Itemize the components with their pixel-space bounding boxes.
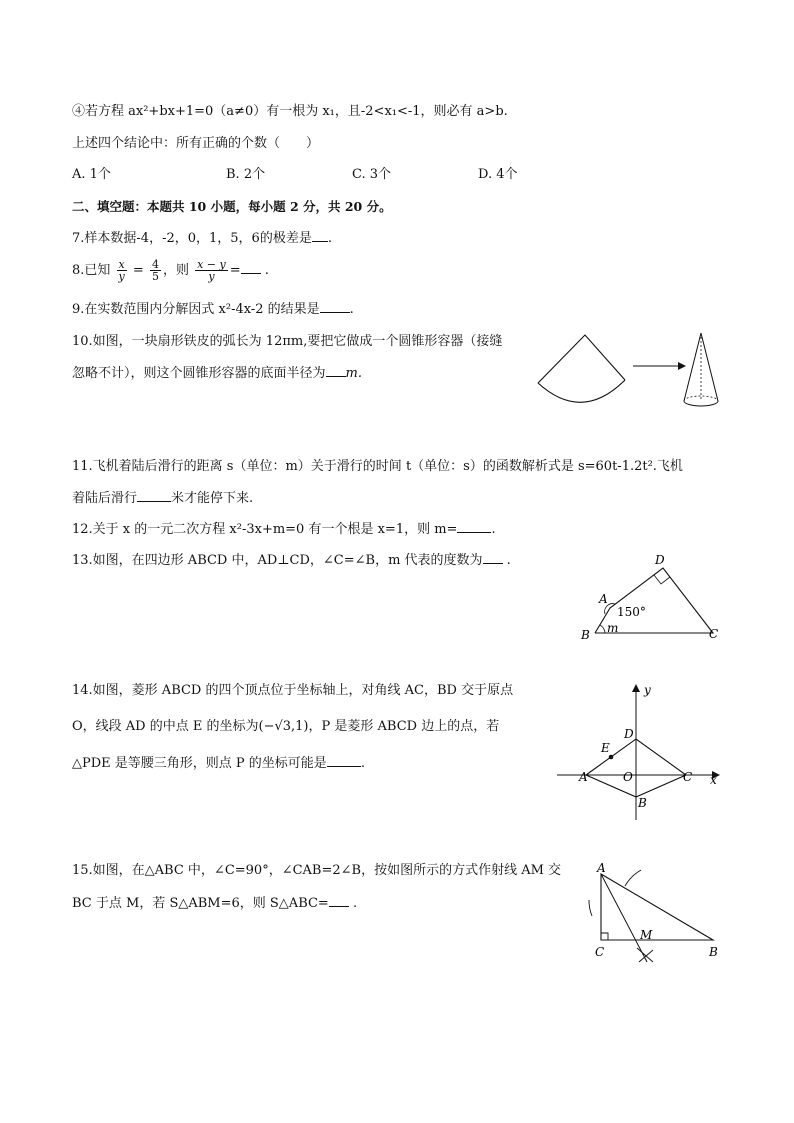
q13: 13.如图，在四边形 ABCD 中，AD⊥CD，∠C=∠B，m 代表的度数为 . [72, 553, 511, 568]
cone-base-front [684, 401, 718, 406]
q11-line-2 [72, 489, 253, 508]
label-o: O [623, 770, 633, 784]
q9: 9.在实数范围内分解因式 x²-4x-2 的结果是 . [72, 302, 354, 317]
q14-line-2-prefix: O，线段 AD 的中点 E 的坐标为 [72, 719, 259, 734]
q15-answer-blank[interactable] [329, 894, 349, 907]
q12-text: 12.关于 x 的一元二次方程 x²-3x+m=0 有一个根是 x=1，则 m= [72, 522, 458, 537]
q6-option-b: B. 2个 [226, 167, 266, 182]
label-m: M [640, 928, 653, 942]
q11-line-1: 11.飞机着陆后滑行的距离 s（单位：m）关于滑行的时间 t（单位：s）的函数解析式是 s=60t-1.2t².飞机 [72, 459, 683, 474]
cone-left-side [684, 333, 701, 401]
label-m: m [607, 621, 619, 635]
y-axis-arrow-icon [632, 684, 640, 692]
q7-text: 7.样本数据-4，-2，0，1，5，6的极差是 [72, 231, 312, 246]
q7: 7.样本数据-4，-2，0，1，5，6的极差是 . [72, 231, 332, 246]
q9-answer-blank[interactable] [320, 300, 350, 313]
q6-option-d: D. 4个 [478, 167, 518, 182]
q8-fraction-x-over-y: $\frac{x}{y}$ [118, 258, 125, 283]
label-b: B [709, 945, 718, 959]
q10-line-1: 10.如图，一块扇形铁皮的弧长为 12πm,要把它做成一个圆锥形容器（接缝 [72, 334, 503, 349]
q8-pre: 8.已知 [72, 263, 111, 278]
q6-statement-4: ④若方程 ax²+bx+1=0（a≠0）有一根为 x₁，且-2<x₁<-1，则必有 a>b. [72, 104, 508, 119]
q13-answer-blank[interactable] [483, 551, 503, 564]
cone-right-side [701, 333, 718, 401]
label-b: B [581, 628, 590, 642]
q8: 8.已知 $\frac{x}{y}$ = $\frac{4}{5}$ ，则 $\frac{x - y}{y}$ = . [72, 258, 269, 283]
right-angle-mark-c [601, 933, 608, 940]
q14-answer-blank[interactable] [327, 754, 361, 767]
q8-fraction-4-over-5: $\frac{4}{5}$ [151, 258, 159, 283]
label-a: A [599, 592, 608, 606]
right-angle-mark [654, 575, 670, 584]
q15-line-2: BC 于点 M，若 S△ABM=6，则 S△ABC= . [72, 896, 358, 911]
q15-triangle-figure [585, 858, 725, 970]
q13-quadrilateral-figure [575, 548, 725, 648]
sector-sides [538, 335, 625, 383]
q10-line-2 [72, 364, 362, 383]
q14-line-1: 14.如图，菱形 ABCD 的四个顶点位于坐标轴上，对角线 AC，BD 交于原点 [72, 683, 514, 698]
angle-arc-b [600, 625, 605, 633]
label-c: C [683, 770, 693, 784]
q12-answer-blank[interactable] [457, 520, 491, 533]
construction-arc-left [589, 900, 592, 916]
q10-unit: m. [345, 366, 362, 381]
q9-text: 9.在实数范围内分解因式 x²-4x-2 的结果是 [72, 302, 320, 317]
q11-line-2-suffix: 米才能停下来. [171, 491, 254, 506]
q14-line-3-text: △PDE 是等腰三角形，则点 P 的坐标可能是 [72, 756, 327, 771]
q6-prompt: 上述四个结论中：所有正确的个数（ ） [72, 136, 320, 151]
label-c: C [595, 945, 605, 959]
q11-line-2-prefix: 着陆后滑行 [72, 491, 138, 506]
label-b: B [638, 796, 647, 810]
q8-equals: = [132, 263, 144, 278]
q8-answer-blank[interactable] [241, 261, 261, 274]
q15-line-2-text: BC 于点 M，若 S△ABM=6，则 S△ABC= [72, 896, 329, 911]
q8-post: = [229, 263, 241, 278]
label-y: y [644, 683, 651, 697]
label-e: E [601, 741, 610, 755]
q14-coord-e: (−√3,1) [258, 719, 309, 734]
label-x: x [710, 773, 717, 787]
label-d: D [624, 727, 634, 741]
q13-text: 13.如图，在四边形 ABCD 中，AD⊥CD，∠C=∠B，m 代表的度数为 [72, 553, 483, 568]
q14-line-2-suffix: ，P 是菱形 ABCD 边上的点，若 [308, 719, 500, 734]
q12: 12.关于 x 的一元二次方程 x²-3x+m=0 有一个根是 x=1，则 m= . [72, 522, 496, 537]
q10-line-2-text: 忽略不计），则这个圆锥形容器的底面半径为 [72, 366, 326, 381]
q15-line-1: 15.如图，在△ABC 中，∠C=90°，∠CAB=2∠B，按如图所示的方式作射线 AM 交 [72, 863, 562, 878]
q8-fraction-x-minus-y-over-y: $\frac{x - y}{y}$ [197, 258, 226, 283]
q10-answer-blank[interactable] [326, 364, 346, 377]
section-2-title: 二、填空题：本题共 10 小题，每小题 2 分，共 20 分。 [72, 199, 392, 214]
q14-line-2 [72, 718, 499, 736]
label-d: D [655, 553, 665, 567]
arrow-head-icon [678, 362, 686, 370]
q6-option-a: A. 1个 [72, 167, 111, 182]
q11-answer-blank[interactable] [137, 489, 171, 502]
label-a: A [597, 861, 606, 875]
q6-option-c: C. 3个 [352, 167, 392, 182]
q10-sector-cone-figure [530, 325, 730, 420]
label-c: C [709, 627, 719, 641]
point-e [609, 755, 614, 760]
q8-mid: ，则 [162, 263, 189, 278]
sector-arc [538, 380, 625, 402]
q7-answer-blank[interactable] [312, 229, 328, 242]
q14-rhombus-figure [552, 680, 727, 822]
construction-cross-1 [637, 948, 653, 962]
construction-arc-top [625, 870, 641, 886]
label-angle-150: 150° [617, 605, 646, 619]
q14-line-3: △PDE 是等腰三角形，则点 P 的坐标可能是 . [72, 756, 365, 771]
label-a: A [579, 770, 588, 784]
